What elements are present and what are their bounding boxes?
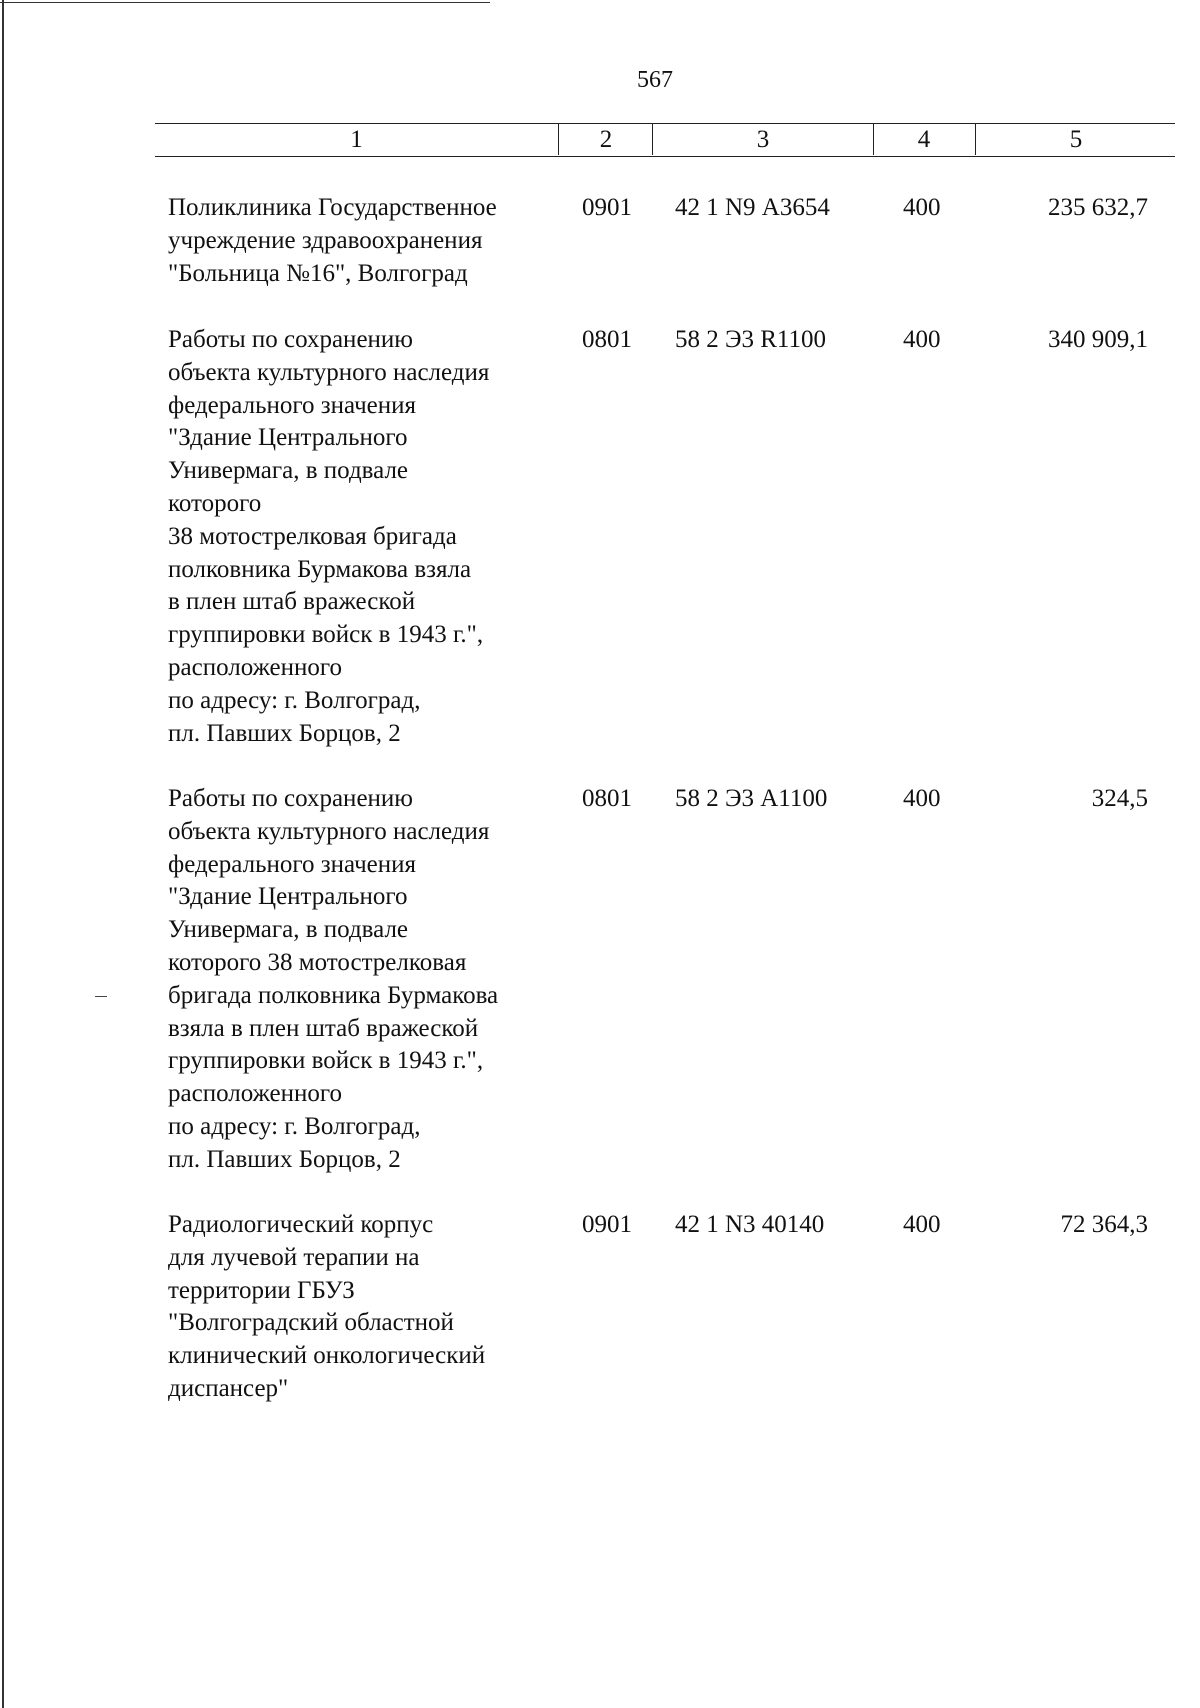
column-header-1: 1 — [350, 126, 363, 153]
row-sum: 235 632,7 — [1048, 194, 1148, 221]
row-section: 0801 — [582, 326, 632, 353]
row-name: Поликлиника Государственное учреждение здравоохранения "Больница №16", Волгоград — [168, 194, 497, 287]
row-type: 400 — [903, 326, 941, 353]
row-code: 58 2 Э3 R1100 — [675, 326, 827, 353]
row-type: 400 — [903, 785, 941, 812]
row-section: 0901 — [582, 1211, 632, 1238]
column-header-4: 4 — [917, 126, 931, 153]
column-header-2: 2 — [599, 126, 613, 153]
row-name: Радиологический корпус для лучевой терапии на территории ГБУЗ "Волгоградский областной клинический онкологический диспансер" — [168, 1211, 486, 1402]
column-header-5: 5 — [1069, 126, 1083, 153]
column-header-3: 3 — [756, 126, 770, 153]
row-sum: 72 364,3 — [1060, 1211, 1148, 1238]
row-type: 400 — [903, 1211, 941, 1238]
row-section: 0901 — [582, 194, 632, 221]
page-number: 567 — [637, 67, 673, 93]
row-section: 0801 — [582, 785, 632, 812]
row-code: 58 2 Э3 А1100 — [675, 785, 828, 812]
row-sum: 340 909,1 — [1048, 326, 1148, 353]
row-name: Работы по сохранению объекта культурного наследия федерального значения "Здание Центрального Универмага, в подвале которого 38 мотострелковая бригада полковника Бурмакова взяла в плен штаб вражеской группировки войск в 1943 г.", расположенного по адресу: г. Волгоград, пл. Павших Борцов, 2 — [168, 785, 499, 1173]
row-sum: 324,5 — [1091, 785, 1148, 812]
row-code: 42 1 N3 40140 — [675, 1211, 825, 1238]
row-code: 42 1 N9 А3654 — [675, 194, 830, 221]
row-name: Работы по сохранению объекта культурного наследия федерального значения "Здание Центрального Универмага, в подвале которого 38 мотострелковая бригада полковника Бурмакова взяла в плен штаб вражеской группировки войск в 1943 г.", расположенного по адресу: г. Волгоград, пл. Павших Борцов, 2 — [168, 326, 490, 747]
row-type: 400 — [903, 194, 941, 221]
